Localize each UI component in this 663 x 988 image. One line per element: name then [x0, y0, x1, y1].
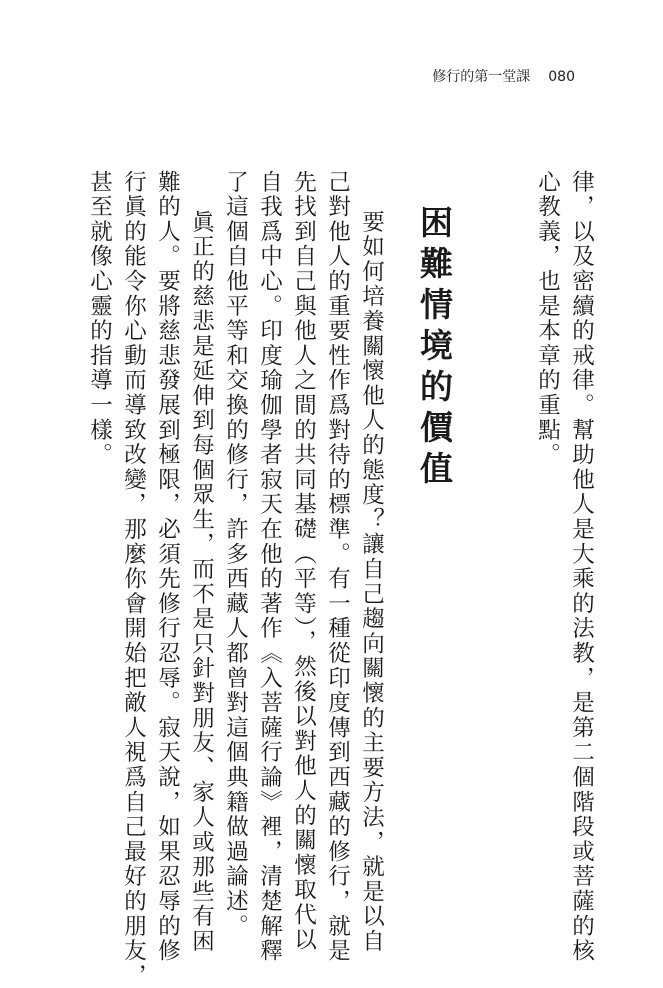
book-title: 修行的第一堂課 — [432, 69, 531, 85]
text-column-10: 行眞的能令你心動而導致改變，那麼你會開始把敵人視爲自己最好的朋友， — [120, 170, 147, 988]
text-column-1: 律，以及密續的戒律。幫助他人是大乘的法教，是第二個階段或菩薩的核 — [568, 170, 595, 964]
text-column-5: 先找到自己與他人之間的共同基礎（平等），然後以對他人的關懷取代以 — [290, 170, 317, 953]
text-column-11: 甚至就像心靈的指導一樣。 — [86, 170, 113, 468]
text-column-7: 了這個自他平等和交換的修行，許多西藏人都曾對這個典籍做過論述。 — [222, 170, 249, 939]
section-heading: 困難情境的價值 — [415, 205, 454, 492]
text-column-2: 心教義，也是本章的重點。 — [534, 170, 561, 468]
text-column-3: 要如何培養關懷他人的態度？讓自己趨向關懷的主要方法，就是以自 — [358, 210, 385, 954]
text-column-4: 己對他人的重要性作爲對待的標準。有一種從印度傳到西藏的修行，就是 — [324, 170, 351, 964]
text-column-9: 難的人。要將慈悲發展到極限，必須先修行忍辱。寂天說，如果忍辱的修 — [154, 170, 181, 964]
text-column-6: 自我爲中心。印度瑜伽學者寂天在他的著作《入菩薩行論》裡，清楚解釋 — [256, 170, 283, 964]
text-column-8: 眞正的慈悲是延伸到每個眾生，而不是只針對朋友、家人或那些有困 — [188, 210, 215, 954]
running-header — [432, 66, 575, 86]
page-number: 080 — [548, 69, 575, 85]
